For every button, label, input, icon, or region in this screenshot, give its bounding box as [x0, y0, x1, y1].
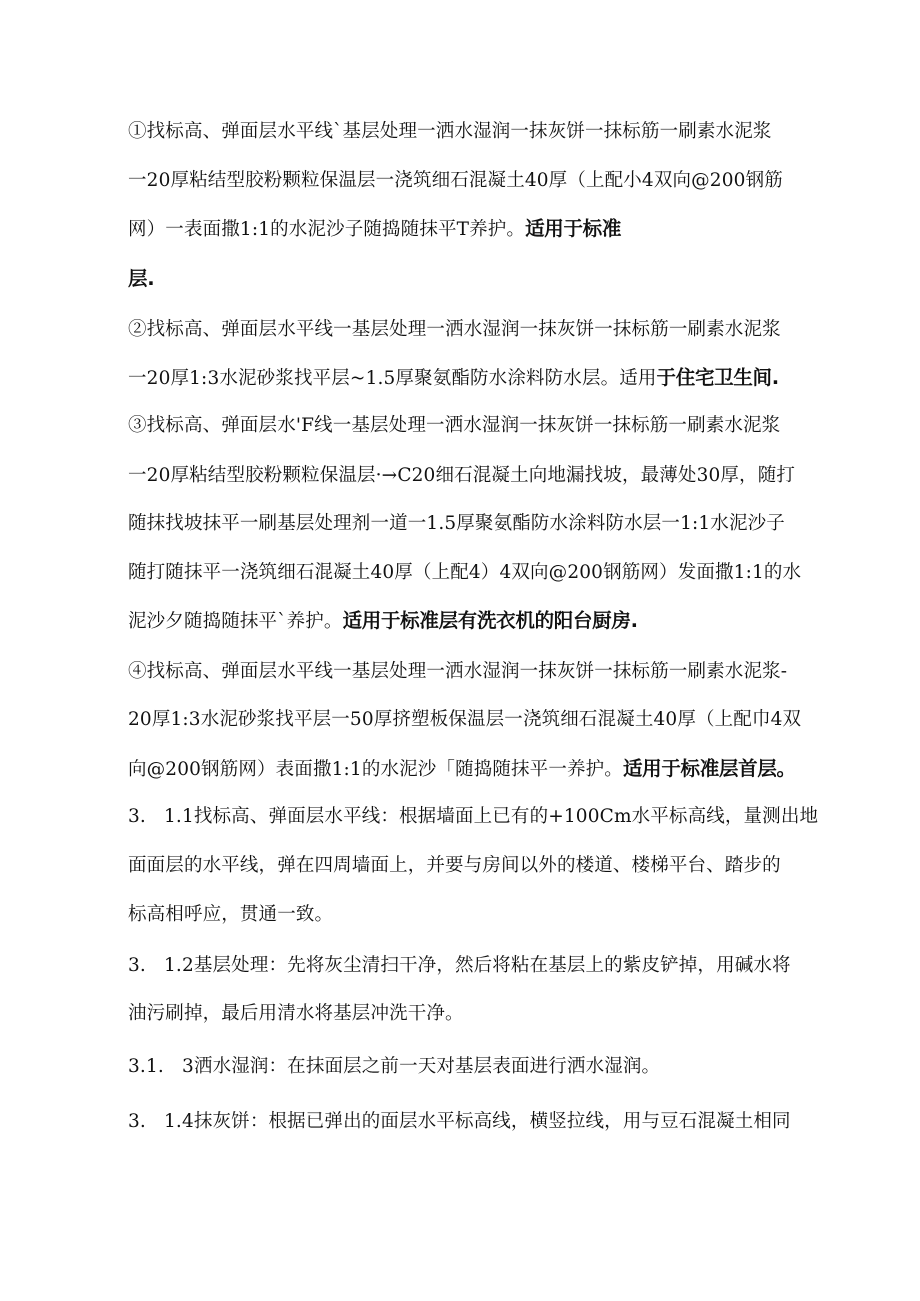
section-3-1-3-number: 3.1. — [128, 1056, 164, 1077]
paragraph-2-line-2-text: 一20厚1:3水泥砂浆找平层~1.5厚聚氨酯防水涂料防水层。适用 — [128, 368, 657, 389]
paragraph-3-line-1: ③找标高、弹面层水'F线一基层处理一洒水湿润一抹灰饼一抹标筋一刷素水泥浆 — [128, 415, 781, 436]
section-3-1-3-line-1 — [128, 1054, 660, 1080]
paragraph-2-line-2 — [128, 365, 779, 392]
paragraph-3-line-5-tail: 适用于标准层有洗衣机的阳台厨房. — [342, 609, 638, 632]
paragraph-3-line-2: 一20厚粘结型胶粉颗粒保温层·→C20细石混凝土向地漏找坡，最薄处30厚，随打 — [128, 465, 796, 486]
paragraph-1-line-3-text: 网）一表面撒1:1的水泥沙子随捣随抹平T养护。 — [128, 219, 526, 240]
section-3-1-4-number: 3. — [128, 1111, 146, 1132]
paragraph-2-line-2-tail: 于住宅卫生间. — [656, 366, 779, 389]
paragraph-2-line-1: ②找标高、弹面层水平线一基层处理一洒水湿润一抹灰饼一抹标筋一刷素水泥浆 — [128, 319, 781, 340]
paragraph-3-line-4: 随打随抹平一浇筑细石混凝土40厚（上配4）4双向@200钢筋网）发面撒1:1的水 — [128, 562, 802, 583]
section-3-1-1-line-2: 面面层的水平线，弹在四周墙面上，并要与房间以外的楼道、楼梯平台、踏步的 — [128, 855, 781, 876]
paragraph-4-line-3-tail: 适用于标准层首层。 — [622, 757, 796, 780]
paragraph-1-line-1: ①找标高、弹面层水平线`基层处理一洒水湿润一抹灰饼一抹标筋一刷素水泥浆 — [128, 121, 772, 142]
paragraph-4-line-2: 20厚1:3水泥砂浆找平层一50厚挤塑板保温层一浇筑细石混凝土40厚（上配巾4双 — [128, 709, 802, 730]
paragraph-4-line-3 — [128, 756, 796, 783]
paragraph-4-line-3-text: 向@200钢筋网）表面撒1:1的水泥沙「随捣随抹平一养护。 — [128, 759, 623, 780]
paragraph-1-line-3 — [128, 216, 621, 243]
paragraph-1-line-2: 一20厚粘结型胶粉颗粒保温层一浇筑细石混凝土40厚（上配小4双向@200钢筋 — [128, 170, 783, 191]
paragraph-3-line-5-text: 泥沙夕随捣随抹平`养护。 — [128, 611, 343, 632]
section-3-1-1-line-3: 标高相呼应，贯通一致。 — [128, 904, 334, 925]
section-3-1-1-text: 1.1找标高、弹面层水平线：根据墙面上已有的+100Cm水平标高线，量测出地 — [164, 806, 819, 827]
section-3-1-2-line-2: 油污刷掉，最后用清水将基层冲洗干净。 — [128, 1003, 464, 1024]
section-3-1-4-text: 1.4抹灰饼：根据已弹出的面层水平标高线，横竖拉线，用与豆石混凝土相同 — [164, 1111, 791, 1132]
section-3-1-4-line-1 — [128, 1109, 791, 1135]
section-3-1-1-number: 3. — [128, 806, 146, 827]
paragraph-3-line-3: 随抹找坡抹平一刷基层处理剂一道一1.5厚聚氨酯防水涂料防水层一1:1水泥沙子 — [128, 513, 785, 534]
section-3-1-3-text: 3洒水湿润：在抹面层之前一天对基层表面进行洒水湿润。 — [182, 1056, 661, 1077]
section-3-1-2-text: 1.2基层处理：先将灰尘清扫干净，然后将粘在基层上的紫皮铲掉，用碱水将 — [164, 955, 791, 976]
section-3-1-2-number: 3. — [128, 955, 146, 976]
section-3-1-1-line-1 — [128, 804, 818, 830]
section-3-1-2-line-1 — [128, 953, 791, 979]
paragraph-3-line-5 — [128, 608, 638, 635]
paragraph-1-line-4: 层. — [128, 267, 155, 290]
paragraph-4-line-1: ④找标高、弹面层水平线一基层处理一洒水湿润一抹灰饼一抹标筋一刷素水泥浆- — [128, 661, 788, 682]
paragraph-1-line-3-tail: 适用于标准 — [525, 217, 622, 240]
